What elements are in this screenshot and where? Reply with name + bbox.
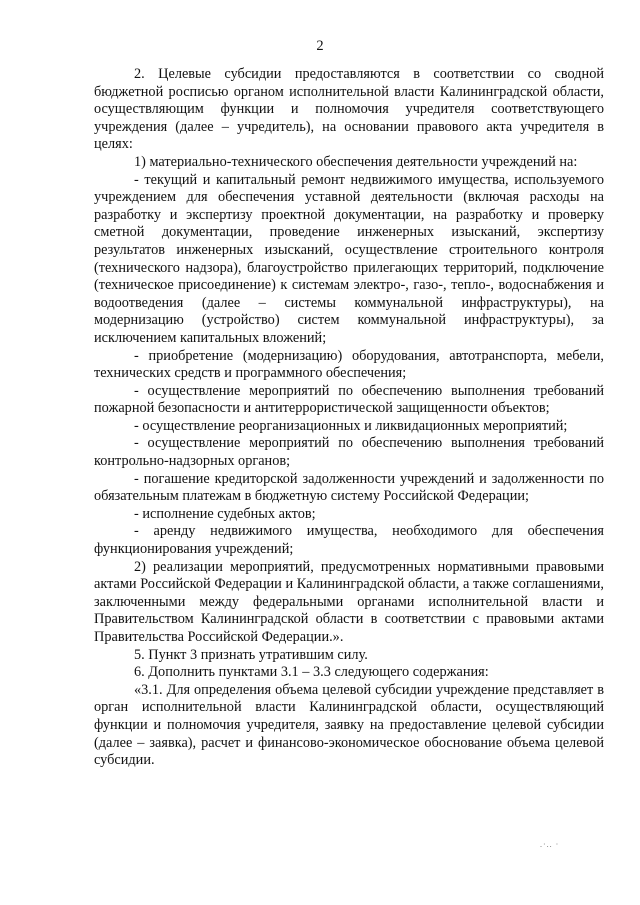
paragraph: - приобретение (модернизацию) оборудования, автотранспорта, мебели, технических средств и программного обеспечения; xyxy=(94,347,604,382)
paragraph: - осуществление реорганизационных и ликвидационных мероприятий; xyxy=(134,417,568,434)
document-body xyxy=(94,66,604,770)
paragraph: - погашение кредиторской задолженности учреждений и задолженности по обязательным платежам в бюджетную систему Российской Федерации; xyxy=(94,470,604,505)
paragraph: 5. Пункт 3 признать утратившим силу. xyxy=(134,646,368,663)
scan-artifact-marks: .·.. · xyxy=(540,840,560,849)
paragraph: - исполнение судебных актов; xyxy=(134,505,316,522)
paragraph: «3.1. Для определения объема целевой субсидии учреждение представляет в орган исполнительной власти Калининградской области, осуществляющий функции и полномочия учредителя, заявку на предоставление целевой субсидии (далее – заявка), расчет и финансово-экономическое обоснование объема целевой субсидии. xyxy=(94,681,604,769)
paragraph: 6. Дополнить пунктами 3.1 – 3.3 следующего содержания: xyxy=(134,664,489,681)
paragraph: - аренду недвижимого имущества, необходимого для обеспечения функционирования учреждений; xyxy=(94,523,604,558)
paragraph: 2. Целевые субсидии предоставляются в соответствии со сводной бюджетной росписью органом исполнительной власти Калининградской области, осуществляющим функции и полномочия учредителя соответствующего учреждения (далее – учредитель), на основании правового акта учредителя в целях: xyxy=(94,66,604,153)
page-number: 2 xyxy=(316,38,324,54)
paragraph: 2) реализации мероприятий, предусмотренных нормативными правовыми актами Российской Федерации и Калининградской области, а также соглашениями, заключенными между федеральными органами исполнительной власти и Правительством Калининградской области в соответствии с правовыми актами Правительства Российской Федерации.». xyxy=(94,558,604,645)
paragraph: - осуществление мероприятий по обеспечению выполнения требований контрольно-надзорных органов; xyxy=(94,435,604,470)
paragraph: - осуществление мероприятий по обеспечению выполнения требований пожарной безопасности и антитеррористической защищенности объектов; xyxy=(94,382,604,417)
paragraph: - текущий и капитальный ремонт недвижимого имущества, используемого учреждением для обеспечения уставной деятельности (включая расходы на разработку и экспертизу проектной документации, на разработку и проверку сметной документации, проведение инженерных изысканий, экспертизу результатов инженерных изысканий, осуществление строительного контроля (технического надзора), благоустройство прилегающих территорий, подключение (техническое присоединение) к системам электро-, газо-, тепло-, водоснабжения и водоотведения (далее – системы коммунальной инфраструктуры), на модернизацию (устройство) систем коммунальной инфраструктуры), за исключением капитальных вложений; xyxy=(94,171,604,346)
paragraph: 1) материально-технического обеспечения деятельности учреждений на: xyxy=(134,153,578,170)
